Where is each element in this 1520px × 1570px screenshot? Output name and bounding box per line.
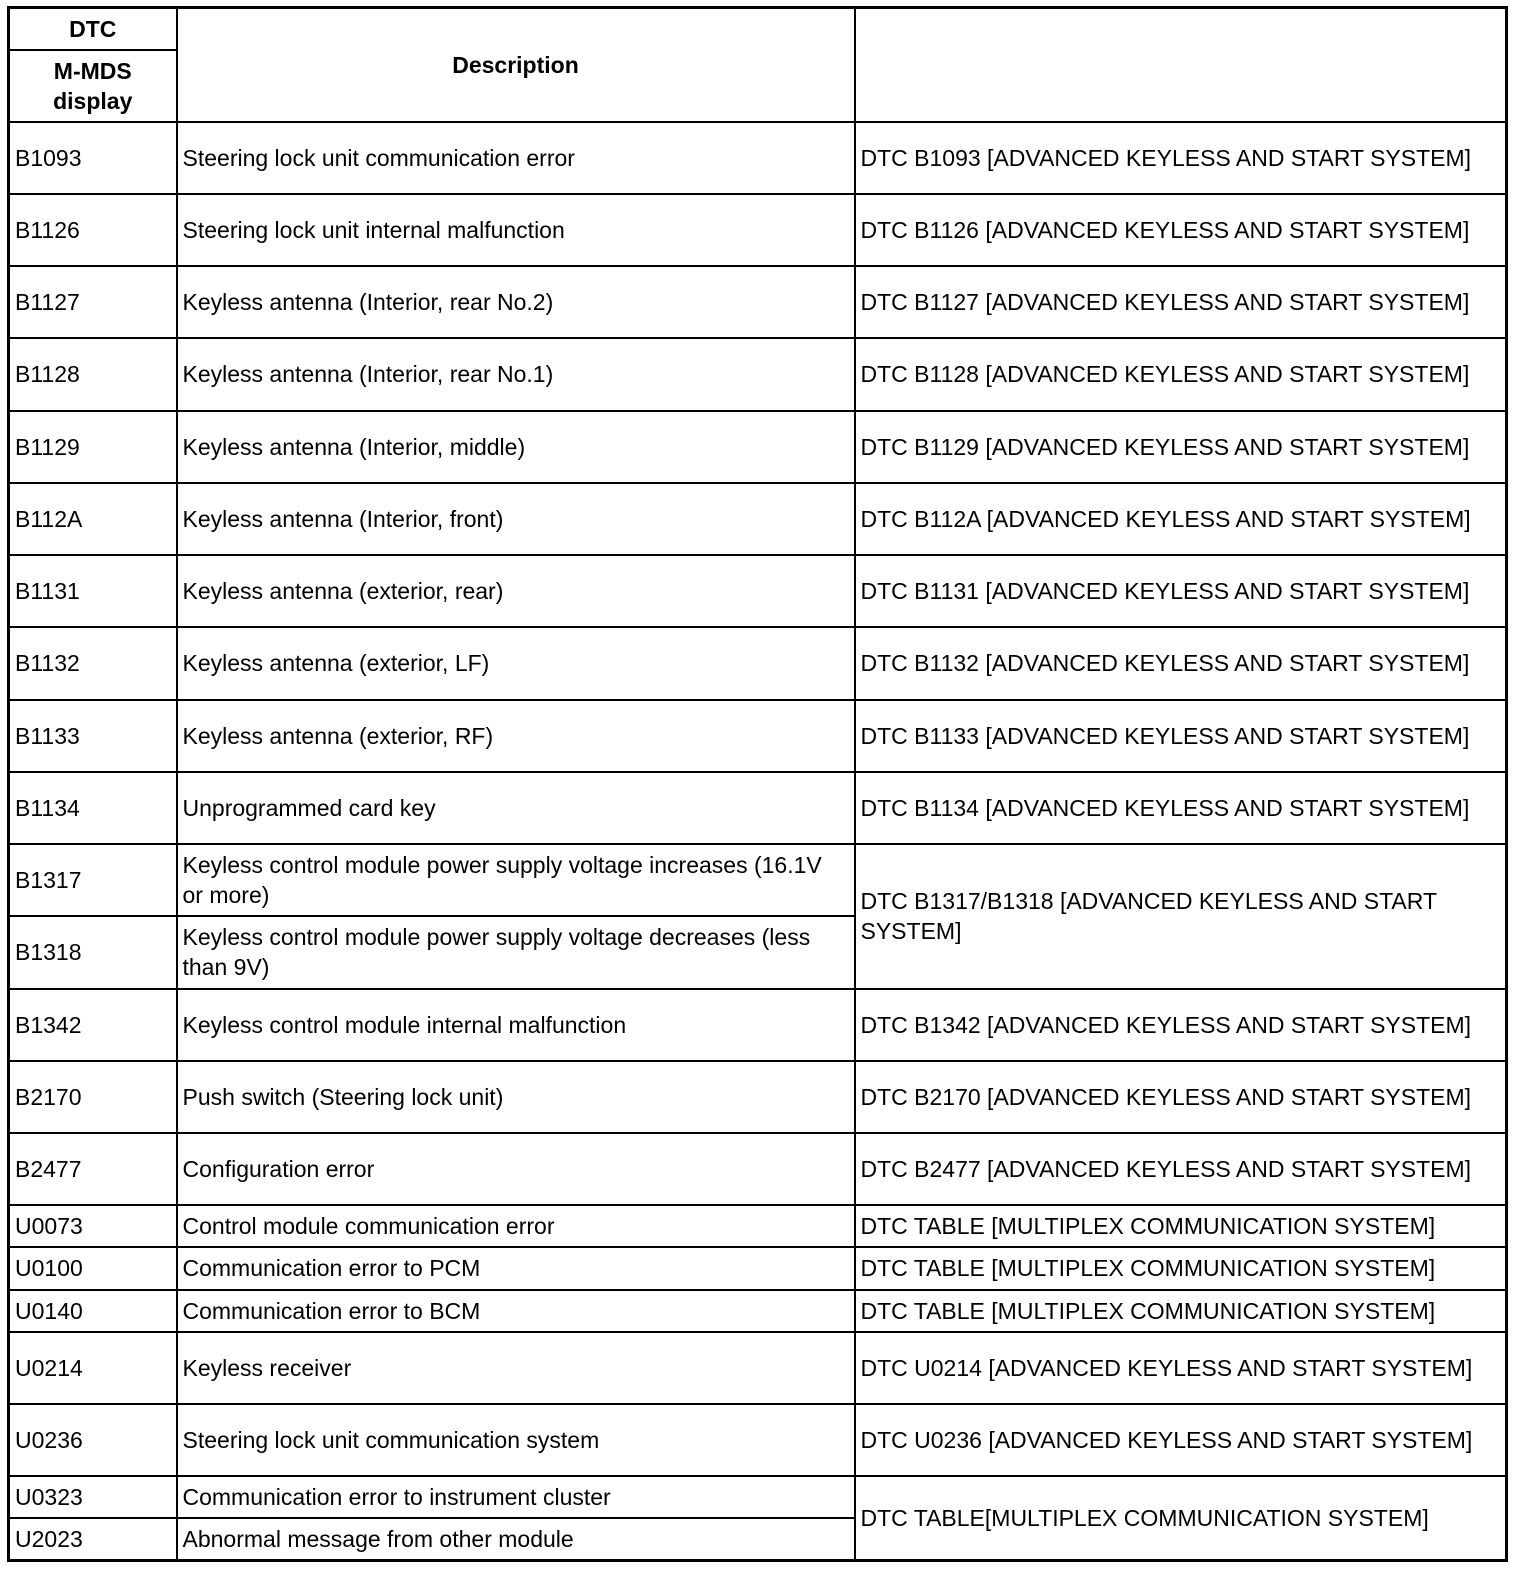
dtc-description: Communication error to PCM [177,1247,855,1289]
table-row [9,772,1507,844]
table-row [9,700,1507,772]
dtc-reference: DTC B1129 [ADVANCED KEYLESS AND START SYSTEM] [855,411,1507,483]
dtc-description: Unprogrammed card key [177,772,855,844]
dtc-reference: DTC B1342 [ADVANCED KEYLESS AND START SYSTEM] [855,989,1507,1061]
dtc-reference: DTC B1131 [ADVANCED KEYLESS AND START SYSTEM] [855,555,1507,627]
dtc-description: Keyless control module power supply voltage decreases (less than 9V) [177,916,855,988]
dtc-code: B2477 [9,1133,177,1205]
dtc-description: Communication error to instrument cluster [177,1476,855,1518]
header-mmds-line2: display [53,87,133,114]
dtc-description: Keyless antenna (Interior, front) [177,483,855,555]
table-row [9,1133,1507,1205]
table-row [9,1247,1507,1289]
dtc-reference: DTC B1134 [ADVANCED KEYLESS AND START SYSTEM] [855,772,1507,844]
table-row [9,844,1507,916]
dtc-code: B1133 [9,700,177,772]
dtc-description: Keyless antenna (exterior, LF) [177,627,855,699]
table-row [9,483,1507,555]
dtc-code: U0236 [9,1404,177,1476]
dtc-description: Keyless antenna (Interior, rear No.2) [177,266,855,338]
dtc-description: Communication error to BCM [177,1290,855,1332]
table-row [9,194,1507,266]
dtc-code: B1127 [9,266,177,338]
dtc-reference: DTC B1133 [ADVANCED KEYLESS AND START SYSTEM] [855,700,1507,772]
dtc-code: B1128 [9,338,177,410]
dtc-reference: DTC B2170 [ADVANCED KEYLESS AND START SYSTEM] [855,1061,1507,1133]
dtc-description: Control module communication error [177,1205,855,1247]
dtc-reference: DTC B1127 [ADVANCED KEYLESS AND START SYSTEM] [855,266,1507,338]
table-row [9,1205,1507,1247]
dtc-description: Keyless antenna (Interior, middle) [177,411,855,483]
table-row [9,989,1507,1061]
dtc-reference: DTC TABLE[MULTIPLEX COMMUNICATION SYSTEM] [855,1476,1507,1560]
dtc-reference: DTC B1126 [ADVANCED KEYLESS AND START SYSTEM] [855,194,1507,266]
dtc-code: U0214 [9,1332,177,1404]
dtc-description: Steering lock unit communication error [177,122,855,194]
dtc-code: B1129 [9,411,177,483]
table-row [9,411,1507,483]
dtc-description: Keyless antenna (exterior, rear) [177,555,855,627]
table-row [9,1404,1507,1476]
dtc-description: Keyless receiver [177,1332,855,1404]
dtc-description: Keyless antenna (exterior, RF) [177,700,855,772]
header-mmds-line1: M-MDS [53,57,132,84]
dtc-code: B2170 [9,1061,177,1133]
table-row [9,266,1507,338]
table-row [9,1332,1507,1404]
dtc-table [7,6,1508,1562]
dtc-code: U0073 [9,1205,177,1247]
dtc-description: Keyless antenna (Interior, rear No.1) [177,338,855,410]
dtc-reference: DTC B112A [ADVANCED KEYLESS AND START SYSTEM] [855,483,1507,555]
dtc-reference: DTC B1132 [ADVANCED KEYLESS AND START SYSTEM] [855,627,1507,699]
table-row [9,1061,1507,1133]
header-reference [855,8,1507,122]
dtc-reference: DTC TABLE [MULTIPLEX COMMUNICATION SYSTEM] [855,1205,1507,1247]
dtc-code: U0100 [9,1247,177,1289]
dtc-reference: DTC U0236 [ADVANCED KEYLESS AND START SYSTEM] [855,1404,1507,1476]
dtc-reference: DTC TABLE [MULTIPLEX COMMUNICATION SYSTEM] [855,1247,1507,1289]
dtc-description: Push switch (Steering lock unit) [177,1061,855,1133]
dtc-reference: DTC B1093 [ADVANCED KEYLESS AND START SYSTEM] [855,122,1507,194]
header-description: Description [177,8,855,122]
table-row [9,555,1507,627]
dtc-description: Configuration error [177,1133,855,1205]
dtc-description: Keyless control module internal malfunction [177,989,855,1061]
dtc-code: B1126 [9,194,177,266]
table-row [9,1476,1507,1518]
dtc-description: Steering lock unit internal malfunction [177,194,855,266]
dtc-description: Keyless control module power supply voltage increases (16.1V or more) [177,844,855,916]
dtc-code: U0323 [9,1476,177,1518]
dtc-code: B112A [9,483,177,555]
header-mmds-display [9,50,177,122]
dtc-code: U2023 [9,1518,177,1560]
dtc-code: B1317 [9,844,177,916]
dtc-code: B1134 [9,772,177,844]
dtc-code: B1318 [9,916,177,988]
dtc-reference: DTC B2477 [ADVANCED KEYLESS AND START SYSTEM] [855,1133,1507,1205]
dtc-reference: DTC B1317/B1318 [ADVANCED KEYLESS AND START SYSTEM] [855,844,1507,989]
table-row [9,338,1507,410]
dtc-description: Abnormal message from other module [177,1518,855,1560]
dtc-code: B1131 [9,555,177,627]
dtc-code: B1093 [9,122,177,194]
dtc-code: B1342 [9,989,177,1061]
dtc-reference: DTC U0214 [ADVANCED KEYLESS AND START SYSTEM] [855,1332,1507,1404]
header-dtc: DTC [9,8,177,50]
table-row [9,1290,1507,1332]
dtc-code: U0140 [9,1290,177,1332]
dtc-reference: DTC TABLE [MULTIPLEX COMMUNICATION SYSTEM] [855,1290,1507,1332]
dtc-description: Steering lock unit communication system [177,1404,855,1476]
table-row [9,122,1507,194]
table-row [9,627,1507,699]
dtc-reference: DTC B1128 [ADVANCED KEYLESS AND START SYSTEM] [855,338,1507,410]
dtc-code: B1132 [9,627,177,699]
